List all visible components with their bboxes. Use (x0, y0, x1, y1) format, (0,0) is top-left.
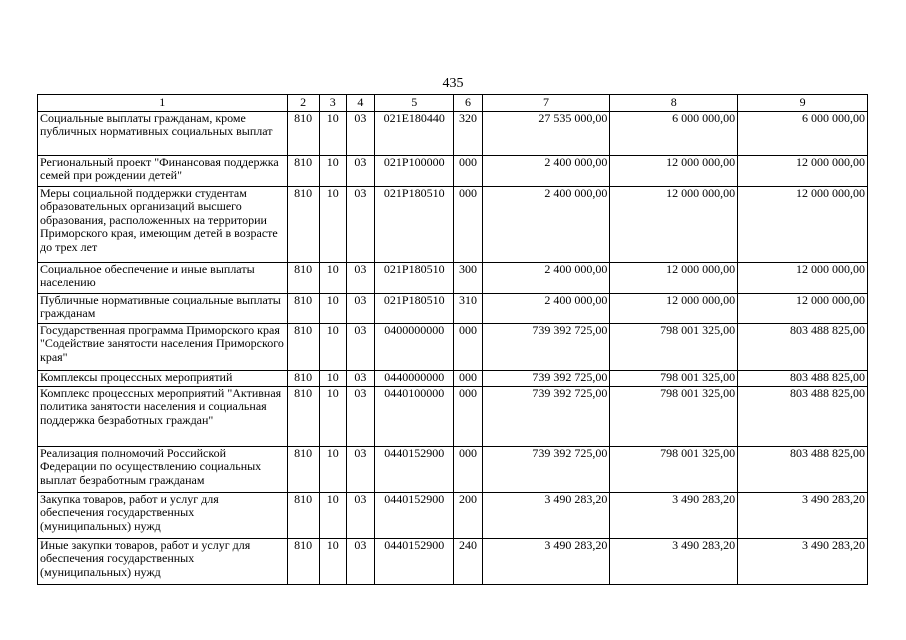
cell-c4: 03 (346, 263, 374, 294)
cell-c6: 000 (454, 447, 482, 493)
table-row (38, 187, 868, 263)
cell-c3: 10 (319, 371, 346, 387)
cell-v8: 12 000 000,00 (610, 263, 738, 294)
column-header: 6 (454, 95, 482, 112)
cell-c2: 810 (287, 294, 319, 324)
cell-c4: 03 (346, 112, 374, 156)
column-header: 9 (738, 95, 868, 112)
cell-c4: 03 (346, 387, 374, 447)
cell-v9: 3 490 283,20 (738, 539, 868, 585)
cell-c5: 0440152900 (375, 447, 454, 493)
column-header: 4 (346, 95, 374, 112)
cell-c6: 300 (454, 263, 482, 294)
page-number: 435 (442, 76, 464, 91)
cell-v9: 6 000 000,00 (738, 112, 868, 156)
cell-c6: 000 (454, 187, 482, 263)
cell-v7: 3 490 283,20 (482, 493, 610, 539)
column-header: 5 (375, 95, 454, 112)
cell-v7: 3 490 283,20 (482, 539, 610, 585)
table-row (38, 112, 868, 156)
cell-c4: 03 (346, 156, 374, 187)
cell-c5: 021P180510 (375, 294, 454, 324)
cell-c6: 000 (454, 387, 482, 447)
cell-c3: 10 (319, 156, 346, 187)
cell-v8: 798 001 325,00 (610, 371, 738, 387)
cell-c3: 10 (319, 112, 346, 156)
cell-v7: 2 400 000,00 (482, 187, 610, 263)
cell-c4: 03 (346, 447, 374, 493)
cell-c5: 0440000000 (375, 371, 454, 387)
cell-c6: 320 (454, 112, 482, 156)
cell-v8: 12 000 000,00 (610, 294, 738, 324)
row-name: Комплексы процессных мероприятий (38, 371, 288, 387)
row-name: Реализация полномочий Российской Федерации по осуществлению социальных выплат безработным гражданам (38, 447, 288, 493)
column-header: 3 (319, 95, 346, 112)
cell-v8: 3 490 283,20 (610, 539, 738, 585)
cell-v7: 2 400 000,00 (482, 294, 610, 324)
cell-c6: 310 (454, 294, 482, 324)
table-row (38, 324, 868, 371)
cell-c2: 810 (287, 447, 319, 493)
table-row (38, 493, 868, 539)
row-name: Социальные выплаты гражданам, кроме публичных нормативных социальных выплат (38, 112, 288, 156)
cell-c2: 810 (287, 324, 319, 371)
cell-c5: 021E180440 (375, 112, 454, 156)
budget-table (37, 94, 868, 585)
cell-v7: 27 535 000,00 (482, 112, 610, 156)
row-name: Комплекс процессных мероприятий "Активная политика занятости населения и социальная поддержка безработных граждан" (38, 387, 288, 447)
table-row (38, 539, 868, 585)
cell-c3: 10 (319, 539, 346, 585)
column-header: 8 (610, 95, 738, 112)
cell-c5: 021P180510 (375, 187, 454, 263)
cell-c2: 810 (287, 187, 319, 263)
cell-v8: 3 490 283,20 (610, 493, 738, 539)
row-name: Закупка товаров, работ и услуг для обеспечения государственных (муниципальных) нужд (38, 493, 288, 539)
cell-c6: 000 (454, 371, 482, 387)
cell-c2: 810 (287, 263, 319, 294)
cell-v9: 12 000 000,00 (738, 187, 868, 263)
header-row (38, 95, 868, 112)
cell-v8: 798 001 325,00 (610, 324, 738, 371)
cell-v7: 739 392 725,00 (482, 371, 610, 387)
cell-c3: 10 (319, 294, 346, 324)
cell-v9: 803 488 825,00 (738, 387, 868, 447)
cell-v9: 12 000 000,00 (738, 294, 868, 324)
cell-c5: 0440100000 (375, 387, 454, 447)
cell-v9: 803 488 825,00 (738, 447, 868, 493)
column-header: 2 (287, 95, 319, 112)
cell-v9: 803 488 825,00 (738, 324, 868, 371)
cell-c3: 10 (319, 187, 346, 263)
cell-c2: 810 (287, 156, 319, 187)
cell-v7: 2 400 000,00 (482, 263, 610, 294)
cell-v7: 2 400 000,00 (482, 156, 610, 187)
cell-c5: 0440152900 (375, 539, 454, 585)
cell-v8: 798 001 325,00 (610, 387, 738, 447)
cell-c3: 10 (319, 493, 346, 539)
cell-c3: 10 (319, 447, 346, 493)
table-row (38, 447, 868, 493)
cell-c6: 200 (454, 493, 482, 539)
cell-v8: 12 000 000,00 (610, 187, 738, 263)
cell-v8: 6 000 000,00 (610, 112, 738, 156)
cell-c2: 810 (287, 387, 319, 447)
table-row (38, 156, 868, 187)
cell-c4: 03 (346, 324, 374, 371)
cell-v9: 3 490 283,20 (738, 493, 868, 539)
cell-c2: 810 (287, 539, 319, 585)
cell-v8: 798 001 325,00 (610, 447, 738, 493)
cell-c6: 000 (454, 324, 482, 371)
cell-c4: 03 (346, 294, 374, 324)
cell-c5: 0440152900 (375, 493, 454, 539)
row-name: Публичные нормативные социальные выплаты гражданам (38, 294, 288, 324)
column-header: 7 (482, 95, 610, 112)
cell-c6: 000 (454, 156, 482, 187)
row-name: Государственная программа Приморского края "Содействие занятости населения Приморского края" (38, 324, 288, 371)
table-row (38, 263, 868, 294)
cell-v7: 739 392 725,00 (482, 447, 610, 493)
cell-c5: 021P180510 (375, 263, 454, 294)
cell-v9: 12 000 000,00 (738, 156, 868, 187)
cell-c3: 10 (319, 387, 346, 447)
row-name: Региональный проект "Финансовая поддержка семей при рождении детей" (38, 156, 288, 187)
column-header: 1 (38, 95, 288, 112)
cell-c2: 810 (287, 493, 319, 539)
row-name: Иные закупки товаров, работ и услуг для обеспечения государственных (муниципальных) нужд (38, 539, 288, 585)
table-row (38, 371, 868, 387)
cell-c3: 10 (319, 324, 346, 371)
cell-c2: 810 (287, 112, 319, 156)
row-name: Меры социальной поддержки студентам образовательных организаций высшего образования, расположенных на территории Приморского края, имеющим детей в возрасте до трех лет (38, 187, 288, 263)
cell-v9: 803 488 825,00 (738, 371, 868, 387)
cell-v9: 12 000 000,00 (738, 263, 868, 294)
cell-c5: 0400000000 (375, 324, 454, 371)
cell-c3: 10 (319, 263, 346, 294)
cell-c4: 03 (346, 371, 374, 387)
cell-c4: 03 (346, 493, 374, 539)
cell-v7: 739 392 725,00 (482, 387, 610, 447)
cell-c4: 03 (346, 539, 374, 585)
cell-v8: 12 000 000,00 (610, 156, 738, 187)
table-row (38, 294, 868, 324)
cell-c5: 021P100000 (375, 156, 454, 187)
row-name: Социальное обеспечение и иные выплаты населению (38, 263, 288, 294)
cell-c6: 240 (454, 539, 482, 585)
cell-v7: 739 392 725,00 (482, 324, 610, 371)
table-row (38, 387, 868, 447)
cell-c4: 03 (346, 187, 374, 263)
cell-c2: 810 (287, 371, 319, 387)
